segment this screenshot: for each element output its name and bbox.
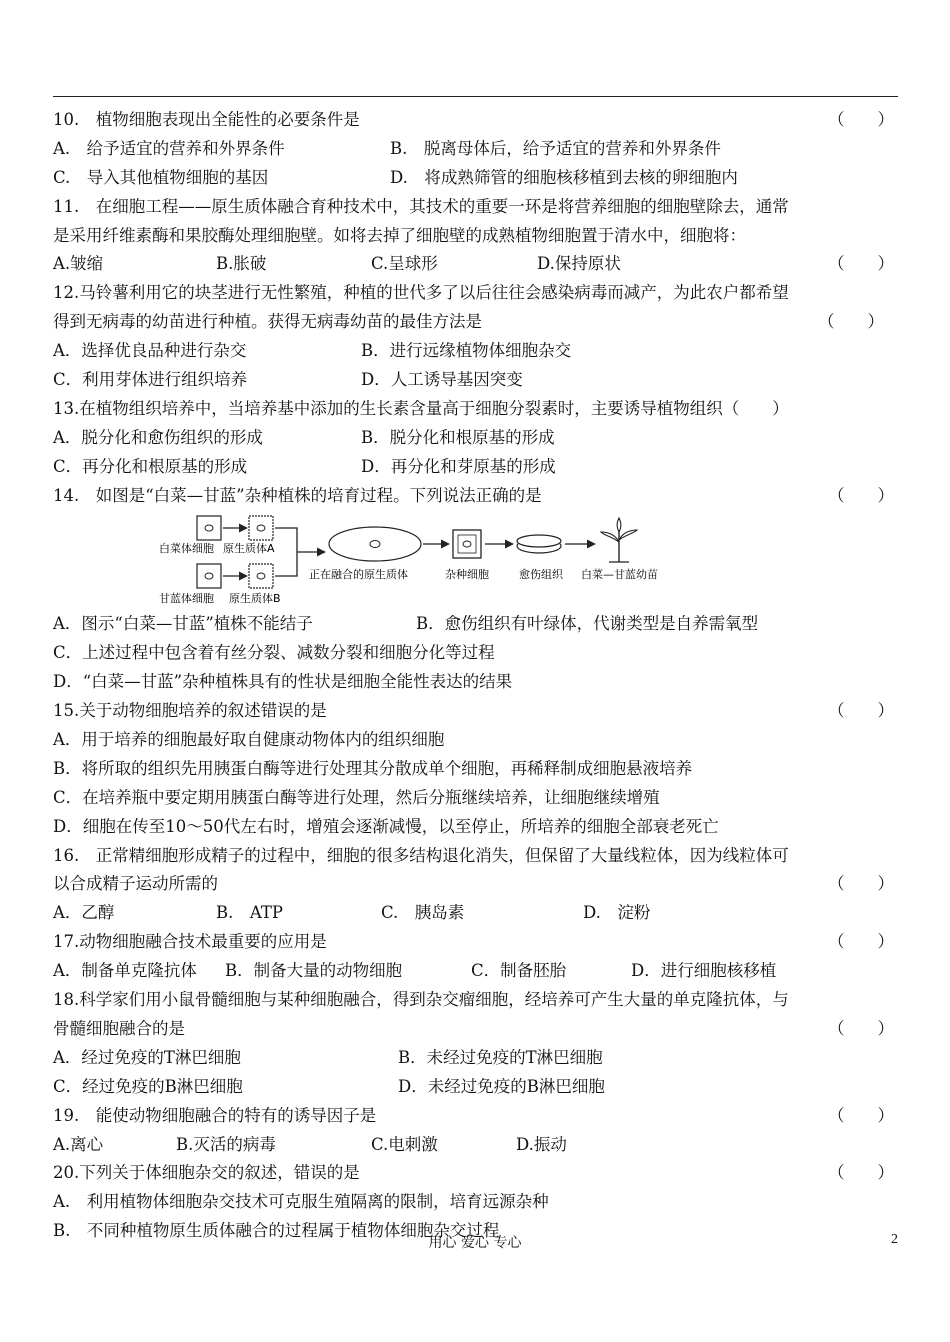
q12-option-c: C．利用芽体进行组织培养: [53, 370, 248, 390]
header-rule: [53, 96, 898, 97]
q18-answer-bracket: （ ）: [828, 1018, 894, 1038]
q14-options-ab: [53, 610, 898, 639]
q14-stem: 14. 如图是“白菜—甘蓝”杂种植株的培育过程。下列说法正确的是: [53, 485, 542, 505]
q17-stem-line: [53, 928, 898, 957]
q10-options-ab: [53, 135, 898, 164]
q16-stem-2: 以合成精子运动所需的: [53, 874, 218, 894]
q19-option-d: D.振动: [516, 1134, 567, 1154]
q18-stem-2: 骨髓细胞融合的是: [53, 1018, 185, 1038]
q16-stem-line-2: [53, 870, 898, 899]
q18-option-c: C．经过免疫的B淋巴细胞: [53, 1076, 243, 1096]
q10-option-c: C. 导入其他植物细胞的基因: [53, 167, 269, 187]
q17-option-c: C．制备胚胎: [471, 961, 567, 981]
q13-options-cd: [53, 453, 898, 482]
q12-options-ab: [53, 337, 898, 366]
cabbage-cell-nucleus: [205, 525, 213, 531]
q13-option-b: B．脱分化和根原基的形成: [361, 427, 555, 447]
q11-stem-1: 11. 在细胞工程——原生质体融合育种技术中，其技术的重要一环是将营养细胞的细胞壁除去，通常: [53, 196, 789, 216]
q17-answer-bracket: （ ）: [828, 932, 894, 952]
q14-stem-line: [53, 482, 898, 511]
q11-option-c: C.呈球形: [371, 254, 438, 274]
q15-stem: 15.关于动物细胞培养的叙述错误的是: [53, 701, 327, 721]
label-protoplast-b: 原生质体B: [229, 592, 281, 606]
q15-option-d: D．细胞在传至10～50代左右时，增殖会逐渐减慢，以至停止，所培养的细胞全部衰老死亡: [53, 816, 719, 836]
kale-cell-nucleus: [205, 573, 213, 579]
q11-option-b: B.胀破: [216, 254, 267, 274]
q17-options: [53, 957, 898, 986]
q13-option-a: A．脱分化和愈伤组织的形成: [53, 427, 263, 447]
q11-stem-2: 是采用纤维素酶和果胶酶处理细胞壁。如将去掉了细胞壁的成熟植物细胞置于清水中，细胞将：: [53, 225, 746, 245]
fusing-protoplast-nucleus: [370, 541, 380, 548]
question-list: [53, 106, 898, 1246]
hybrid-breeding-diagram: [149, 510, 749, 606]
q18-options-ab: [53, 1044, 898, 1073]
q10-answer-bracket: （ ）: [828, 110, 894, 129]
q19-answer-bracket: （ ）: [828, 1105, 894, 1125]
callus-top: [517, 535, 561, 547]
q15-option-b: B．将所取的组织先用胰蛋白酶等进行处理其分散成单个细胞，再稀释制成细胞悬液培养: [53, 758, 693, 778]
q16-option-a: A．乙醇: [53, 903, 115, 923]
label-cabbage-cell: 白菜体细胞: [159, 542, 214, 556]
q17-option-d: D．进行细胞核移植: [631, 961, 777, 981]
label-protoplast-a: 原生质体A: [223, 542, 275, 556]
q11-stem-line-2: [53, 222, 898, 251]
q15-option-a: A．用于培养的细胞最好取自健康动物体内的组织细胞: [53, 730, 445, 750]
q11-option-a: A.皱缩: [53, 254, 104, 274]
q17-option-b: B．制备大量的动物细胞: [225, 961, 403, 981]
seedling-icon: [601, 518, 637, 562]
label-seedling: 白菜—甘蓝幼苗: [581, 568, 658, 582]
q14-answer-bracket: （ ）: [828, 485, 894, 505]
q15-option-d-line: [53, 813, 898, 842]
q11-answer-bracket: （ ）: [828, 254, 894, 274]
q15-answer-bracket: （ ）: [828, 701, 894, 721]
q12-options-cd: [53, 366, 898, 395]
q13-stem-line: [53, 395, 898, 424]
q10-stem-line: [53, 106, 898, 135]
q19-option-a: A.离心: [53, 1134, 104, 1154]
q20-answer-bracket: （ ）: [828, 1163, 894, 1183]
q16-option-c: C. 胰岛素: [381, 903, 465, 923]
q16-stem-line-1: [53, 842, 898, 871]
q18-options-cd: [53, 1073, 898, 1102]
q17-option-a: A．制备单克隆抗体: [53, 961, 197, 981]
label-fusing-protoplast: 正在融合的原生质体: [309, 568, 408, 582]
q20-stem-line: [53, 1159, 898, 1188]
q20-option-a: A. 利用植物体细胞杂交技术可克服生殖隔离的限制，培育远源杂种: [53, 1192, 549, 1212]
merge-bracket-line: [275, 528, 297, 576]
q14-option-b: B．愈伤组织有叶绿体，代谢类型是自养需氧型: [416, 614, 759, 634]
q15-option-b-line: [53, 755, 898, 784]
q14-option-d-line: [53, 668, 898, 697]
q13-options-ab: [53, 424, 898, 453]
q19-option-c: C.电刺激: [371, 1134, 438, 1154]
q16-options: [53, 899, 898, 928]
q16-option-b: B. ATP: [216, 903, 283, 923]
q12-answer-bracket: （ ）: [818, 312, 884, 332]
q15-option-a-line: [53, 726, 898, 755]
page-footer: 用心 爱心 专心: [428, 1235, 522, 1251]
q18-option-b: B．未经过免疫的T淋巴细胞: [398, 1047, 603, 1067]
q16-answer-bracket: （ ）: [828, 874, 894, 894]
q20-option-b: B. 不同种植物原生质体融合的过程属于植物体细胞杂交过程: [53, 1221, 500, 1241]
q14-option-c-line: [53, 639, 898, 668]
q12-option-d: D．人工诱导基因突变: [361, 370, 523, 390]
q15-option-c: C．在培养瓶中要定期用胰蛋白酶等进行处理，然后分瓶继续培养，让细胞继续增殖: [53, 787, 660, 807]
q10-option-a: A. 给予适宜的营养和外界条件: [53, 138, 285, 158]
q13-stem: 13.在植物组织培养中，当培养基中添加的生长素含量高于细胞分裂素时，主要诱导植物组织（ ）: [53, 398, 789, 418]
q20-stem: 20.下列关于体细胞杂交的叙述，错误的是: [53, 1163, 360, 1183]
protoplast-b-nucleus: [257, 573, 265, 579]
q12-stem-2: 得到无病毒的幼苗进行种植。获得无病毒幼苗的最佳方法是: [53, 312, 482, 332]
label-kale-cell: 甘蓝体细胞: [159, 592, 214, 606]
q12-option-b: B．进行远缘植物体细胞杂交: [361, 341, 572, 361]
q18-option-d: D．未经过免疫的B淋巴细胞: [398, 1076, 605, 1096]
label-hybrid-cell: 杂种细胞: [445, 568, 489, 582]
q12-stem-line-2: [53, 308, 898, 337]
q10-option-b: B. 脱离母体后，给予适宜的营养和外界条件: [390, 138, 721, 158]
q12-option-a: A．选择优良品种进行杂交: [53, 341, 247, 361]
hybrid-breeding-figure: [53, 510, 898, 610]
q10-option-d: D. 将成熟筛管的细胞核移植到去核的卵细胞内: [390, 167, 738, 187]
q18-stem-1: 18.科学家们用小鼠骨髓细胞与某种细胞融合，得到杂交瘤细胞，经培养可产生大量的单克隆抗体，与: [53, 990, 789, 1010]
q15-stem-line: [53, 697, 898, 726]
protoplast-a-nucleus: [257, 525, 265, 531]
hybrid-cell-nucleus: [463, 541, 471, 547]
q19-stem: 19. 能使动物细胞融合的特有的诱导因子是: [53, 1105, 377, 1125]
q14-option-a: A．图示“白菜—甘蓝”植株不能结子: [53, 614, 313, 634]
q19-option-b: B.灭活的病毒: [176, 1134, 276, 1154]
label-callus: 愈伤组织: [519, 568, 563, 582]
q11-stem-line-1: [53, 193, 898, 222]
q18-stem-line-2: [53, 1015, 898, 1044]
q18-stem-line-1: [53, 986, 898, 1015]
q15-option-c-line: [53, 784, 898, 813]
q20-option-a-line: [53, 1188, 898, 1217]
q10-options-cd: [53, 164, 898, 193]
q16-option-d: D. 淀粉: [583, 903, 651, 923]
q10-stem: 10. 植物细胞表现出全能性的必要条件是: [53, 110, 360, 129]
q16-stem-1: 16. 正常精细胞形成精子的过程中，细胞的很多结构退化消失，但保留了大量线粒体，因为线粒体可: [53, 845, 789, 865]
q18-option-a: A．经过免疫的T淋巴细胞: [53, 1047, 241, 1067]
q13-option-d: D．再分化和芽原基的形成: [361, 456, 556, 476]
q13-option-c: C．再分化和根原基的形成: [53, 456, 248, 476]
q14-option-d: D．“白菜—甘蓝”杂种植株具有的性状是细胞全能性表达的结果: [53, 672, 513, 692]
q19-stem-line: [53, 1102, 898, 1131]
q14-option-c: C．上述过程中包含着有丝分裂、减数分裂和细胞分化等过程: [53, 643, 495, 663]
q12-stem-line-1: [53, 279, 898, 308]
q17-stem: 17.动物细胞融合技术最重要的应用是: [53, 932, 327, 952]
page-number: 2: [891, 1232, 898, 1247]
q11-options: [53, 250, 898, 279]
q19-options: [53, 1131, 898, 1160]
q11-option-d: D.保持原状: [537, 254, 621, 274]
q12-stem-1: 12.马铃薯利用它的块茎进行无性繁殖，种植的世代多了以后往往会感染病毒而减产，为此农户都希望: [53, 283, 789, 303]
